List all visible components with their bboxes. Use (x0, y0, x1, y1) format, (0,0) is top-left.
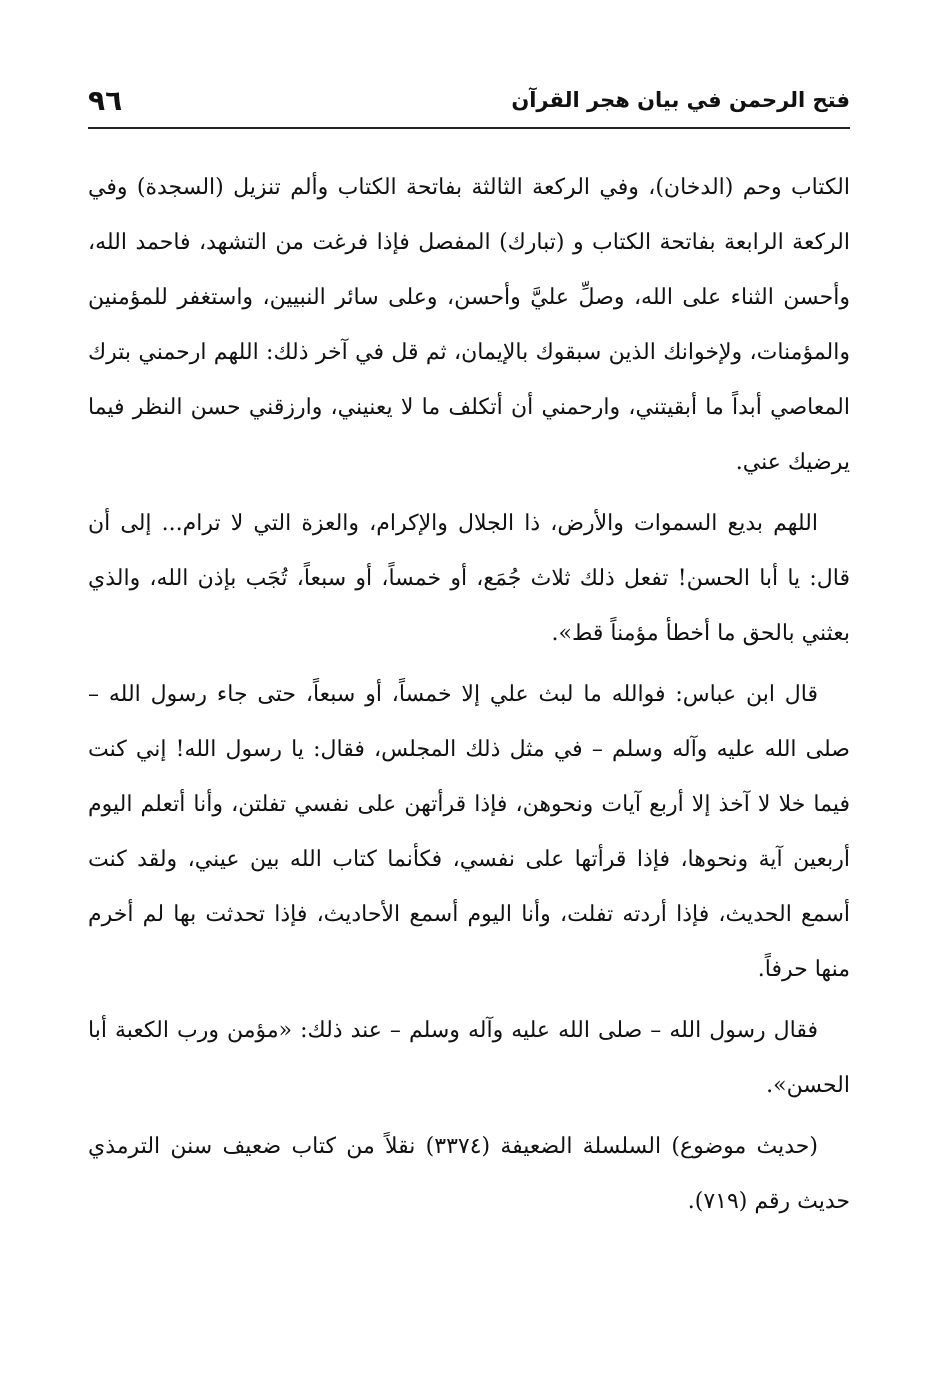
header-divider (88, 127, 850, 129)
paragraph-ibn-abbas: قال ابن عباس: فوالله ما لبث علي إلا خمساً، أو سبعاً، حتى جاء رسول الله – صلى الله عليه وآله وسلم – في مثل ذلك المجلس، فقال: يا رسول الله! إني كنت فيما خلا لا آخذ إلا أربع آيات ونحوهن، فإذا قرأتهن على نفسي تفلتن، وأنا أتعلم اليوم أربعين آية ونحوها، فإذا قرأتها على نفسي، فكأنما كتاب الله بين عيني، ولقد كنت أسمع الحديث، فإذا أردته تفلت، وأنا اليوم أسمع الأحاديث، فإذا تحدثت بها لم أخرم منها حرفاً. (88, 682, 850, 982)
paragraph-prayer-instructions: الكتاب وحم (الدخان)، وفي الركعة الثالثة بفاتحة الكتاب وألم تنزيل (السجدة) وفي الركعة الرابعة بفاتحة الكتاب و (تبارك) المفصل فإذا فرغت من التشهد، فاحمد الله، وأحسن الثناء على الله، وصلِّ عليَّ وأحسن، وعلى سائر النبيين، واستغفر للمؤمنين والمؤمنات، ولإخوانك الذين سبقوك بالإيمان، ثم قل في آخر ذلك: اللهم ارحمني بترك المعاصي أبداً ما أبقيتني، وارحمني أن أتكلف ما لا يعنيني، وارزقني حسن النظر فيما يرضيك عني. (88, 175, 850, 475)
paragraph-prophet-response: فقال رسول الله – صلى الله عليه وآله وسلم – عند ذلك: «مؤمن ورب الكعبة أبا الحسن». (88, 1018, 850, 1098)
page-body (88, 160, 850, 1260)
page-number: ٩٦ (88, 84, 123, 117)
paragraph-supplication: اللهم بديع السموات والأرض، ذا الجلال والإكرام، والعزة التي لا ترام... إلى أن قال: يا أبا الحسن! تفعل ذلك ثلاث جُمَع، أو خمساً، أو سبعاً، تُجَب بإذن الله، والذي بعثني بالحق ما أخطأ مؤمناً قط». (88, 511, 850, 646)
paragraph-hadith-reference: (حديث موضوع) السلسلة الضعيفة (٣٣٧٤) نقلاً من كتاب ضعيف سنن الترمذي حديث رقم (٧١٩). (88, 1134, 850, 1214)
book-title: فتح الرحمن في بيان هجر القرآن (511, 88, 850, 112)
running-header (88, 78, 850, 126)
